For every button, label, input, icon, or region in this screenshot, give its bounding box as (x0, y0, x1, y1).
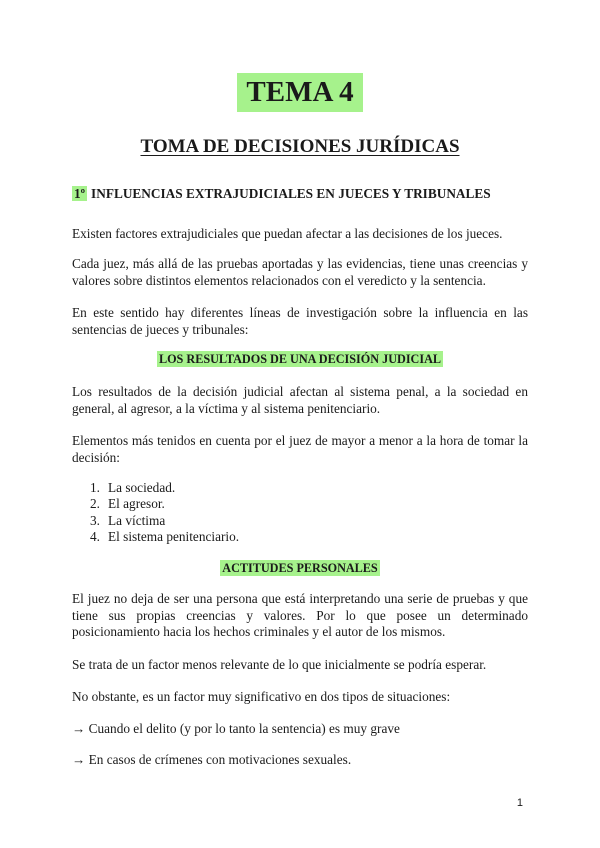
list-item-text: El agresor. (108, 496, 165, 512)
paragraph: Se trata de un factor menos relevante de lo que inicialmente se podría esperar. (72, 657, 487, 672)
bullet-paragraph: → En casos de crímenes con motivaciones sexuales. (72, 752, 352, 767)
list-item-text: La víctima (108, 512, 166, 528)
list-item-number: 2. (90, 496, 100, 512)
subheading-results-text: LOS RESULTADOS DE UNA DECISIÓN JUDICIAL (158, 352, 442, 366)
page-subtitle: TOMA DE DECISIONES JURÍDICAS (140, 136, 460, 157)
list-item-number: 4. (90, 529, 100, 545)
list-item (90, 480, 239, 496)
paragraph: Elementos más tenidos en cuenta por el juez de mayor a menor a la hora de tomar la decisión: (72, 433, 528, 465)
list-item-text: El sistema penitenciario. (108, 529, 240, 545)
subheading-results (0, 352, 600, 367)
subheading-attitudes-text: ACTITUDES PERSONALES (222, 561, 378, 575)
ordered-list (90, 480, 239, 546)
list-item-text: La sociedad. (108, 480, 176, 495)
subheading-attitudes (0, 561, 600, 576)
page-title-wrap (0, 73, 600, 112)
paragraph: No obstante, es un factor muy significativo en dos tipos de situaciones: (72, 689, 451, 704)
list-item-number: 1. (90, 480, 100, 495)
section-heading-text: INFLUENCIAS EXTRAJUDICIALES EN JUECES Y TRIBUNALES (91, 186, 491, 201)
section-number: 1º (74, 186, 86, 201)
bullet-paragraph: → Cuando el delito (y por lo tanto la sentencia) es muy grave (72, 721, 400, 736)
paragraph: Cada juez, más allá de las pruebas aportadas y las evidencias, tiene unas creencias y valores sobre distintos elementos relacionados con el veredicto y la sentencia. (72, 256, 528, 288)
paragraph: El juez no deja de ser una persona que está interpretando una serie de pruebas y que tiene sus propias creencias y valores. Por lo que posee un determinado posicionamiento hacia los hechos criminales y el autor de los mismos. (72, 591, 528, 639)
page-number: 1 (516, 797, 523, 809)
page-title: TEMA 4 (237, 73, 362, 112)
paragraph: Existen factores extrajudiciales que puedan afectar a las decisiones de los jueces. (72, 226, 503, 241)
section-heading (72, 186, 491, 202)
list-item (90, 513, 239, 529)
list-item (90, 496, 239, 512)
list-item (90, 529, 239, 545)
list-item-number: 3. (90, 512, 100, 528)
paragraph: Los resultados de la decisión judicial afectan al sistema penal, a la sociedad en general, al agresor, a la víctima y al sistema penitenciario. (72, 384, 528, 416)
paragraph: En este sentido hay diferentes líneas de investigación sobre la influencia en las sentencias de jueces y tribunales: (72, 305, 528, 337)
